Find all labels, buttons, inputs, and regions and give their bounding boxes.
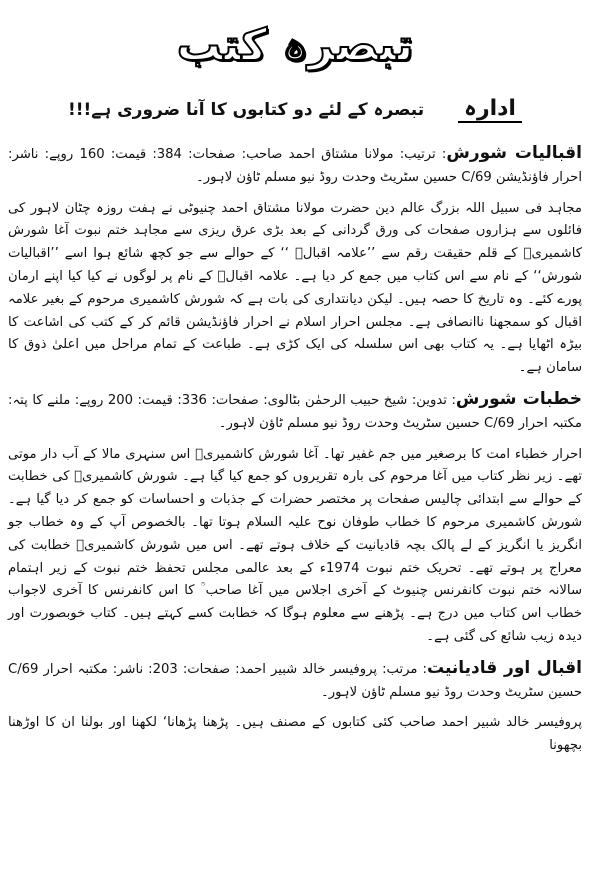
section-subhead: [40, 96, 550, 123]
review-publisher: فاؤنڈیشن 69/C حسین سٹریٹ وحدت روڈ نیو مسلم ٹاؤن لاہور۔: [196, 169, 549, 185]
review-publisher: مکتبہ احرار 69/C حسین سٹریٹ وحدت روڈ نیو مسلم ٹاؤن لاہور۔: [218, 415, 582, 431]
review-meta: : ترتیب: مولانا مشتاق احمد صاحب: صفحات: 384: قیمت: 160 روپے: ناشر: احرار: [8, 147, 582, 185]
review-title: اقبال اور قادیانیت: [426, 657, 582, 678]
review-entry: [8, 142, 582, 380]
review-entry: [8, 657, 582, 758]
review-title: اقبالیات شورش: [446, 143, 582, 163]
review-meta: : تدوین: شیخ حبیب الرحمٰن بٹالوی: صفحات: 336: قیمت: 200 روپے: ملنے کا پتہ:: [8, 392, 456, 408]
review-meta: : مرتب: پروفیسر خالد شبیر احمد: صفحات: 203: ناشر: مکتبہ احرار 69/C حسین: [8, 661, 582, 700]
review-body: مجاہد فی سبیل اللہ بزرگ عالم دین حضرت مولانا مشتاق احمد چنیوٹی نے ہفت روزہ چٹان لاہور کی فائلوں سے ہزاروں صفحات کی ورق گردانی کے بعد بڑی عرق ریزی سے مجاہد ختم نبوت آغا شورش کاشمیریؒ کے قلم حقیقت رقم سے ’’علامہ اقبالؒ ‘‘ کے حوالے سے جو کچھ شائع ہوا اسے ’’اقبالیات شورش‘‘ کے نام سے اس کتاب میں جمع کر دیا ہے۔ علامہ اقبالؒ کے نام پر لوگوں نے کیا کیا اپنے ارمان پورے کئے۔ وہ تاریخ کا حصہ ہیں۔ لیکن دیانتداری کی بات ہے کہ شورش کاشمیری مرحوم کے بغیر علامہ اقبال کو سمجھنا ناانصافی ہے۔ مجلس احرار اسلام نے احرار فاؤنڈیشن قائم کر کے کتب کی اشاعت کا بیڑہ اٹھایا ہے۔ یہ کتاب بھی اس سلسلہ کی ایک کڑی ہے۔ طباعت کے تمام مراحل میں اعلیٰ ذوق کا سامان ہے۔: [8, 200, 582, 376]
review-title: خطبات شورش: [455, 388, 582, 409]
reviews-body: [8, 142, 582, 766]
submission-note: تبصرہ کے لئے دو کتابوں کا آنا ضروری ہے!!!: [68, 100, 425, 120]
review-body: احرار خطباء امت کا برصغیر میں جم غفیر تھا۔ آغا شورش کاشمیریؒ اس سنہری مالا کے آب دار موتی تھے۔ زیر نظر کتاب میں آغا مرحوم کی بارہ تقریروں کو جمع کیا گیا ہے۔ شورش کاشمیریؒ کی خطابت کے حوالے سے ابتدائی چالیس صفحات پر مختصر حضرات کے جذبات و احساسات کو جمع کر دیا گیا ہے۔ شورش کاشمیری مرحوم کا خطاب طوفان نوح علیہ السلام ہوتا تھا۔ بالخصوص آپ کے وہ خطاب جو انگریز یا انگریز کے لے پالک بچہ قادیانیت کے خلاف ہوتے تھے۔ اس میں شورش کاشمیریؒ خطابت کی معراج پر ہوتے تھے۔ تحریک ختم نبوت 1974ء کے بعد عالمی مجلس تحفظ ختم نبوت کے زیر اہتمام سالانہ ختم نبوت کانفرنس چنیوٹ کے آخری اجلاس میں آغا صاحب ؒ کا اس کانفرنس کا آخری لاجواب خطاب اس کتاب میں درج ہے۔ پڑھنے سے معلوم ہوگا کہ خطابت کسے کہتے ہیں۔ کتاب خوبصورت اور دیدہ زیب شائع کی گئی ہے۔: [8, 446, 583, 644]
section-masthead: [0, 22, 590, 70]
byline-idara: ادارہ: [458, 96, 522, 123]
section-title: تبصرہ کتب: [176, 20, 414, 71]
review-entry: [8, 388, 582, 649]
review-publisher: سٹریٹ وحدت روڈ نیو مسلم ٹاؤن لاہور۔: [320, 684, 544, 700]
review-body: پروفیسر خالد شبیر احمد صاحب کئی کتابوں کے مصنف ہیں۔ پڑھنا پڑھانا‘ لکھنا اور بولنا ان کا اوڑھنا بچھونا: [8, 715, 582, 754]
